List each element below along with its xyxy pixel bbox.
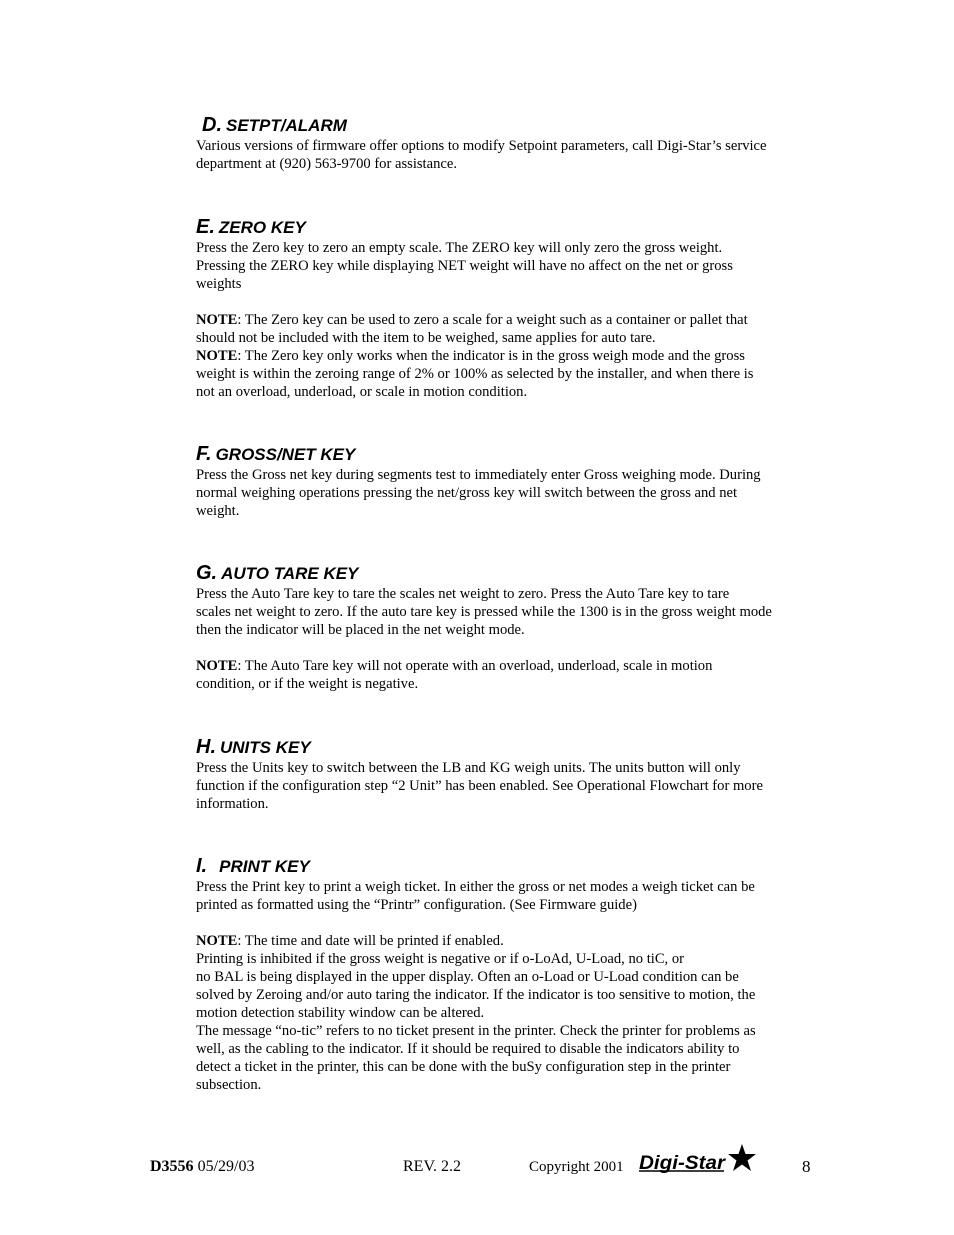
text-line: Press the Gross net key during segments test to immediately enter Gross weighing mode. During (196, 467, 761, 483)
section-heading (196, 113, 821, 137)
text-line: department at (920) 563-9700 for assistance. (196, 156, 457, 172)
note-label: NOTE (196, 933, 238, 949)
doc-id: D3556 (150, 1158, 194, 1175)
section-title: PRINT KEY (219, 857, 310, 876)
text-line: then the indicator will be placed in the net weight mode. (196, 622, 525, 638)
paragraph (196, 137, 821, 173)
text-line: The message “no-tic” refers to no ticket present in the printer. Check the printer for problems as (196, 1023, 756, 1039)
star-icon (728, 1144, 756, 1171)
text-line: Printing is inhibited if the gross weight is negative or if o-LoAd, U-Load, no tiC, or (196, 951, 685, 967)
text-line: Press the Zero key to zero an empty scale. The ZERO key will only zero the gross weight. (196, 240, 723, 256)
paragraph (196, 878, 821, 914)
section-heading (196, 735, 821, 759)
text-line: scales net weight to zero. If the auto tare key is pressed while the 1300 is in the gross weight mode (196, 604, 772, 620)
section-letter: E. (196, 216, 215, 238)
section-setpt-alarm (196, 113, 821, 173)
section-letter: I. (196, 855, 208, 877)
text-line: should not be included with the item to be weighed, same applies for auto tare. (196, 330, 656, 346)
text-line: : The Zero key can be used to zero a scale for a weight such as a container or pallet that (237, 312, 748, 328)
section-letter: G. (196, 562, 218, 584)
text-line: weight. (196, 503, 240, 519)
section-title: UNITS KEY (220, 738, 311, 757)
section-heading (196, 854, 821, 878)
text-line: Press the Auto Tare key to tare the scales net weight to zero. Press the Auto Tare key to tare (196, 586, 730, 602)
text-line: Pressing the ZERO key while displaying NET weight will have no affect on the net or gross (196, 258, 733, 274)
section-title: AUTO TARE KEY (221, 564, 359, 583)
paragraph (196, 585, 821, 639)
revision: REV. 2.2 (403, 1158, 461, 1175)
section-title: SETPT/ALARM (226, 116, 347, 135)
section-heading (196, 215, 821, 239)
note-label: NOTE (196, 312, 238, 328)
text-line: Various versions of firmware offer options to modify Setpoint parameters, call Digi-Star’s service (196, 138, 767, 154)
section-letter: H. (196, 736, 216, 758)
page-number: 8 (802, 1157, 811, 1176)
paragraph (196, 466, 821, 520)
svg-text:Digi-Star: Digi-Star (639, 1153, 727, 1174)
paragraph (196, 759, 821, 813)
section-title: ZERO KEY (218, 218, 306, 237)
section-auto-tare-key (196, 561, 821, 693)
text-line: weight is within the zeroing range of 2% or 100% as selected by the installer, and when there is (196, 366, 754, 382)
section-zero-key (196, 215, 821, 401)
doc-date: 05/29/03 (197, 1158, 255, 1175)
note-label: NOTE (196, 658, 238, 674)
text-line: printed as formatted using the “Printr” configuration. (See Firmware guide) (196, 897, 637, 913)
section-heading (196, 561, 821, 585)
text-line: weights (196, 276, 242, 292)
section-letter: F. (196, 443, 212, 465)
text-line: function if the configuration step “2 Unit” has been enabled. See Operational Flowchart for more (196, 778, 763, 794)
note-paragraph (196, 932, 821, 1094)
text-line: : The time and date will be printed if enabled. (237, 933, 504, 949)
section-units-key (196, 735, 821, 813)
paragraph (196, 239, 821, 293)
text-line: : The Zero key only works when the indicator is in the gross weigh mode and the gross (237, 348, 745, 364)
note-paragraph (196, 657, 821, 693)
copyright: Copyright 2001 (529, 1159, 624, 1175)
text-line: : The Auto Tare key will not operate with an overload, underload, scale in motion (237, 658, 713, 674)
text-line: information. (196, 796, 269, 812)
section-letter: D. (202, 114, 222, 136)
text-line: Press the Print key to print a weigh ticket. In either the gross or net modes a weigh ticket can be (196, 879, 755, 895)
text-line: well, as the cabling to the indicator. If it should be required to disable the indicators ability to (196, 1041, 740, 1057)
text-line: no BAL is being displayed in the upper display. Often an o-Load or U-Load condition can be (196, 969, 739, 985)
doc-id-block (150, 1155, 254, 1179)
text-line: subsection. (196, 1077, 262, 1093)
note-paragraph (196, 311, 821, 401)
note-label: NOTE (196, 348, 238, 364)
text-line: motion detection stability window can be altered. (196, 1005, 485, 1021)
section-heading (196, 442, 821, 466)
text-line: Press the Units key to switch between the LB and KG weigh units. The units button will only (196, 760, 741, 776)
text-line: solved by Zeroing and/or auto taring the indicator. If the indicator is too sensitive to motion, the (196, 987, 756, 1003)
text-line: condition, or if the weight is negative. (196, 676, 419, 692)
section-gross-net-key (196, 442, 821, 520)
text-line: normal weighing operations pressing the net/gross key will switch between the gross and net (196, 485, 738, 501)
digi-star-logo (638, 1142, 756, 1174)
section-title: GROSS/NET KEY (215, 445, 356, 464)
text-line: detect a ticket in the printer, this can be done with the buSy configuration step in the printer (196, 1059, 731, 1075)
text-line: not an overload, underload, or scale in motion condition. (196, 384, 528, 400)
section-print-key (196, 854, 821, 1094)
